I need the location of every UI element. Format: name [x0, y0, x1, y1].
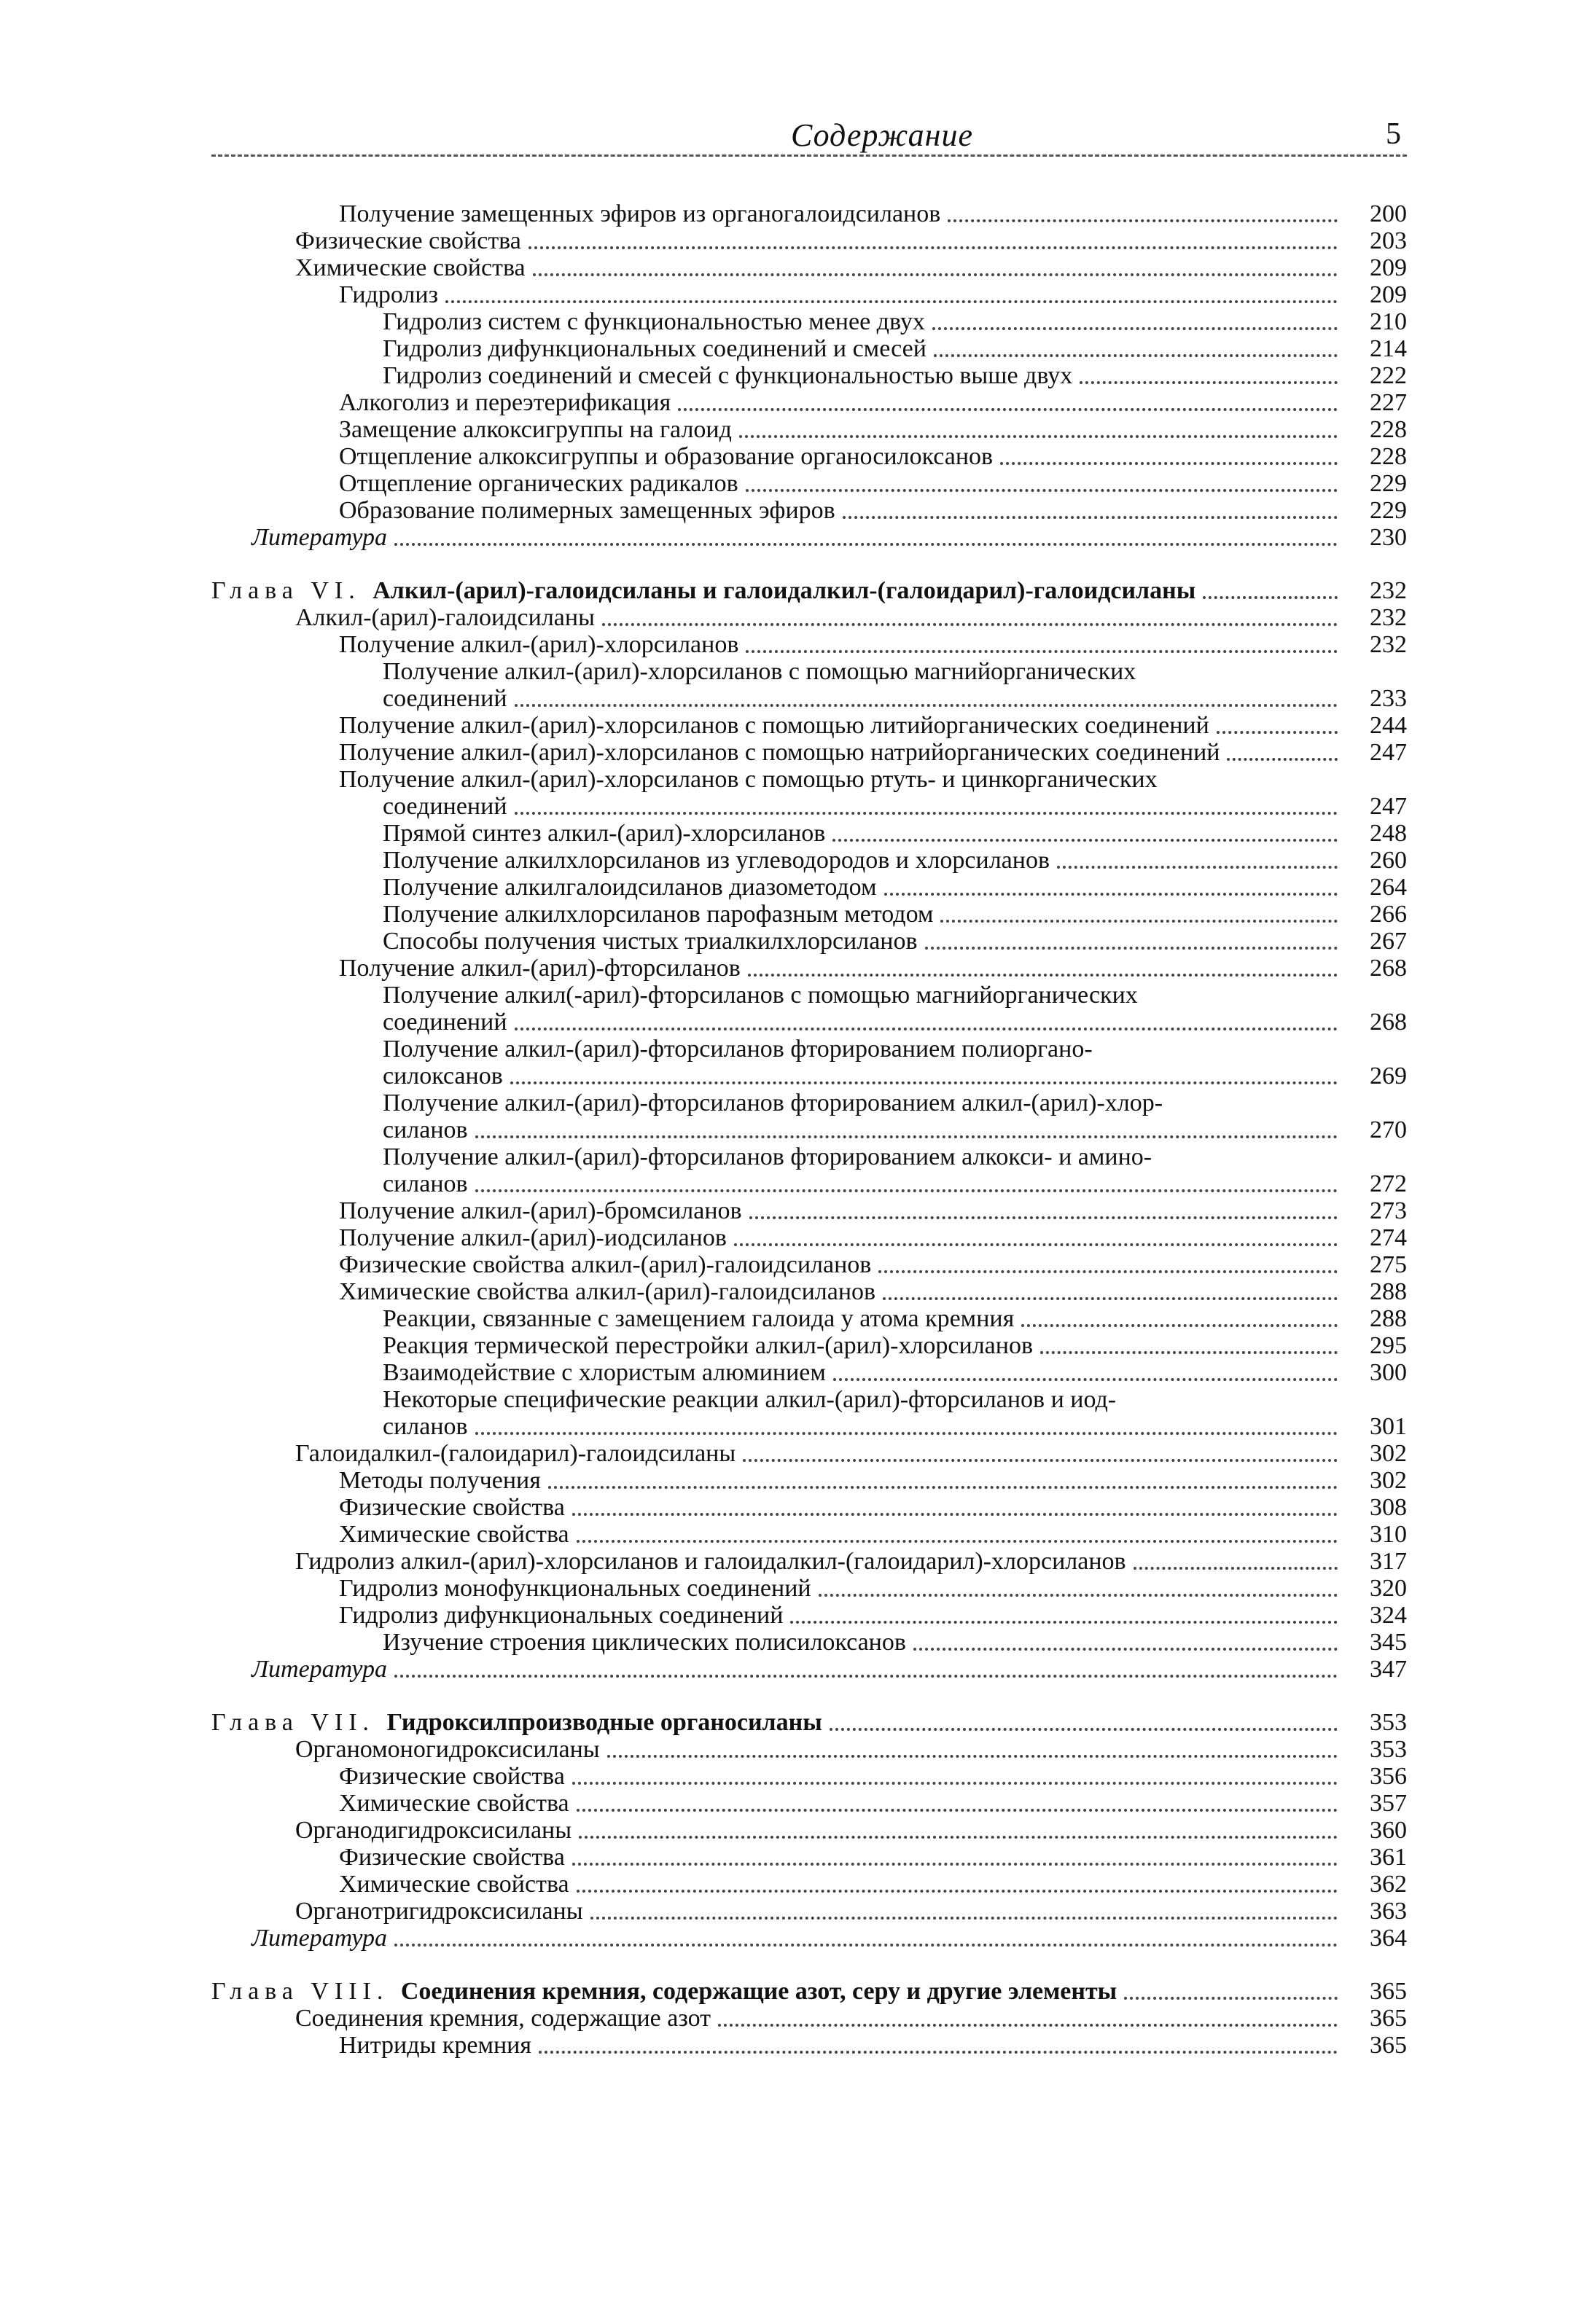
toc-entry-title: Взаимодействие с хлористым алюминием	[383, 1359, 833, 1386]
dot-leader	[878, 1270, 1338, 1273]
dot-leader	[1000, 462, 1338, 465]
toc-entry-title: Гидролиз дифункциональных соединений и смесей	[383, 335, 934, 362]
toc-entry-title: Получение алкил-(арил)-фторсиланов фторированием полиоргано-	[383, 1036, 1100, 1063]
toc-entry-title: Некоторые специфические реакции алкил-(арил)-фторсиланов и иод-	[383, 1386, 1123, 1413]
toc-entry	[211, 1575, 1407, 1602]
toc-entry	[211, 1170, 1407, 1197]
dot-leader	[394, 1675, 1338, 1678]
toc-entry	[211, 928, 1407, 955]
toc-entry-title: Замещение алкоксигруппы на галоид	[339, 416, 739, 443]
dot-leader	[515, 704, 1338, 707]
toc-entry-title: Получение алкил-(арил)-фторсиланов	[339, 955, 748, 982]
toc-entry	[211, 1467, 1407, 1494]
toc-page-number: 302	[1370, 1467, 1407, 1494]
toc-page-number: 365	[1370, 1978, 1407, 2005]
chapter-label: Глава VIII.	[211, 1978, 401, 2005]
toc-page-number: 222	[1370, 362, 1407, 389]
dot-leader	[475, 1135, 1338, 1138]
toc-page-number: 228	[1370, 416, 1407, 443]
toc-entry-title: Органомоногидроксисиланы	[295, 1736, 607, 1763]
toc-page-number: 267	[1370, 928, 1407, 955]
dot-leader	[602, 623, 1338, 626]
dot-leader	[734, 1243, 1338, 1246]
toc-entry-title: соединений	[383, 685, 515, 712]
dot-leader	[394, 543, 1338, 546]
toc-entry	[211, 1116, 1407, 1143]
dot-leader	[1040, 1351, 1338, 1354]
toc-entry	[211, 1305, 1407, 1332]
toc-page-number: 362	[1370, 1871, 1407, 1898]
toc-entry-title: Получение алкил-(арил)-хлорсиланов с помощью магнийорганических	[383, 658, 1143, 685]
toc-entry	[211, 712, 1407, 739]
dot-leader	[579, 1836, 1338, 1839]
dot-leader	[1203, 596, 1338, 599]
dot-leader	[1134, 1567, 1338, 1570]
toc-entry	[211, 982, 1407, 1009]
toc-page-number: 364	[1370, 1925, 1407, 1952]
dot-leader	[445, 300, 1338, 303]
toc-entry	[211, 416, 1407, 443]
toc-page-number: 356	[1370, 1763, 1407, 1790]
toc-entry-title: Изучение строения циклических полисилоксанов	[383, 1629, 913, 1656]
dot-leader	[572, 1863, 1338, 1866]
toc-page-number: 295	[1370, 1332, 1407, 1359]
toc-entry-title: Литература	[251, 524, 394, 551]
dot-leader	[830, 1728, 1338, 1731]
toc-entry	[211, 1844, 1407, 1871]
dot-leader	[748, 974, 1338, 977]
toc-entry	[211, 1548, 1407, 1575]
toc-entry	[211, 766, 1407, 793]
toc-entry-title: Получение алкил-(арил)-хлорсиланов с помощью литийорганических соединений	[339, 712, 1217, 739]
dot-leader	[843, 516, 1338, 519]
dot-leader	[528, 246, 1338, 249]
dot-leader	[515, 1028, 1338, 1030]
toc-entry-title: Отщепление органических радикалов	[339, 470, 746, 497]
dot-leader	[533, 273, 1338, 276]
toc-literature-entry	[211, 1925, 1407, 1952]
toc-entry	[211, 1763, 1407, 1790]
toc-entry	[211, 1602, 1407, 1629]
dot-leader	[739, 435, 1338, 438]
toc-page-number: 272	[1370, 1170, 1407, 1197]
dot-leader	[548, 1486, 1338, 1489]
dot-leader	[510, 1081, 1338, 1084]
toc-entry-title: силанов	[383, 1116, 475, 1143]
toc-entry	[211, 1871, 1407, 1898]
toc-page-number: 266	[1370, 901, 1407, 928]
toc-page-number: 248	[1370, 820, 1407, 847]
toc-page-number: 209	[1370, 254, 1407, 281]
toc-entry-title: Химические свойства	[295, 254, 533, 281]
toc-page-number: 302	[1370, 1440, 1407, 1467]
toc-page-number: 353	[1370, 1709, 1407, 1736]
dot-leader	[932, 327, 1338, 330]
toc-entry	[211, 1386, 1407, 1413]
toc-entry-title: Получение алкилгалоидсиланов диазометодом	[383, 874, 884, 901]
toc-entry-title: Реакция термической перестройки алкил-(арил)-хлорсиланов	[383, 1332, 1040, 1359]
toc-entry-title: Методы получения	[339, 1467, 548, 1494]
toc-entry	[211, 1197, 1407, 1224]
toc-entry	[211, 1736, 1407, 1763]
toc-entry	[211, 739, 1407, 766]
toc-entry	[211, 1790, 1407, 1817]
toc-entry-title	[211, 1978, 1124, 2005]
toc-entry-title: Химические свойства алкил-(арил)-галоидсиланов	[339, 1278, 883, 1305]
toc-page-number: 274	[1370, 1224, 1407, 1251]
toc-entry	[211, 685, 1407, 712]
toc-entry-title: Гидролиз дифункциональных соединений	[339, 1602, 790, 1629]
toc-entry	[211, 874, 1407, 901]
toc-page-number: 244	[1370, 712, 1407, 739]
toc-entry-title: Получение алкил-(арил)-хлорсиланов	[339, 631, 746, 658]
dot-leader	[572, 1513, 1338, 1516]
toc-page-number: 214	[1370, 335, 1407, 362]
toc-entry-title: Отщепление алкоксигруппы и образование органосилоксанов	[339, 443, 1000, 470]
toc-entry	[211, 955, 1407, 982]
toc-entry-title: Физические свойства	[339, 1844, 572, 1871]
toc-entry	[211, 658, 1407, 685]
toc-entry-title: Получение алкил-(арил)-фторсиланов фторированием алкил-(арил)-хлор-	[383, 1089, 1170, 1116]
dot-leader	[607, 1755, 1338, 1758]
dot-leader	[819, 1594, 1338, 1597]
toc-entry-title: Физические свойства	[339, 1763, 572, 1790]
toc-entry	[211, 604, 1407, 631]
toc-page-number: 229	[1370, 470, 1407, 497]
toc-page-number: 227	[1370, 389, 1407, 416]
chapter-title: Алкил-(арил)-галоидсиланы и галоидалкил-(галоидарил)-галоидсиланы	[372, 577, 1196, 604]
dot-leader	[884, 893, 1338, 896]
dot-leader	[577, 1890, 1338, 1893]
toc-entry	[211, 1089, 1407, 1116]
toc-entry	[211, 1036, 1407, 1063]
toc-entry-title	[211, 1709, 830, 1736]
toc-entry	[211, 1332, 1407, 1359]
toc-entry	[211, 1629, 1407, 1656]
page-number: 5	[1386, 117, 1401, 151]
toc-page-number: 270	[1370, 1116, 1407, 1143]
dot-leader	[590, 1917, 1338, 1920]
toc-page-number: 365	[1370, 2005, 1407, 2032]
toc-chapter-heading	[211, 1978, 1407, 2005]
dot-leader	[475, 1432, 1338, 1435]
dot-leader	[913, 1648, 1338, 1651]
toc-entry	[211, 901, 1407, 928]
toc-entry	[211, 1224, 1407, 1251]
dot-leader	[743, 1459, 1338, 1462]
toc-page-number: 200	[1370, 200, 1407, 227]
chapter-title: Соединения кремния, содержащие азот, серу и другие элементы	[400, 1978, 1117, 2005]
toc-entry-title: соединений	[383, 793, 515, 820]
toc-entry-title: Литература	[251, 1656, 394, 1683]
toc-entry-title: Физические свойства	[295, 227, 528, 254]
dot-leader	[790, 1621, 1338, 1624]
toc-page-number: 247	[1370, 793, 1407, 820]
toc-entry	[211, 1063, 1407, 1089]
toc-entry	[211, 2005, 1407, 2032]
dot-leader	[1021, 1324, 1338, 1327]
toc-entry-title: Гидролиз монофункциональных соединений	[339, 1575, 819, 1602]
toc-page-number: 233	[1370, 685, 1407, 712]
toc-page-number: 324	[1370, 1602, 1407, 1629]
toc-entry-title: Образование полимерных замещенных эфиров	[339, 497, 843, 524]
toc-entry-title: Реакции, связанные с замещением галоида у атома кремния	[383, 1305, 1021, 1332]
dot-leader	[1124, 1997, 1338, 2000]
toc-entry	[211, 1898, 1407, 1925]
toc-page-number: 269	[1370, 1063, 1407, 1089]
toc-page-number: 308	[1370, 1494, 1407, 1521]
dot-leader	[577, 1540, 1338, 1543]
toc-entry-title: Химические свойства	[339, 1521, 577, 1548]
dot-leader	[832, 839, 1338, 842]
toc-entry	[211, 847, 1407, 874]
dot-leader	[934, 354, 1338, 357]
toc-entry-title: Прямой синтез алкил-(арил)-хлорсиланов	[383, 820, 832, 847]
toc-page-number: 268	[1370, 1009, 1407, 1036]
dot-leader	[1217, 731, 1338, 734]
toc-entry	[211, 1359, 1407, 1386]
toc-entry-title: Алкил-(арил)-галоидсиланы	[295, 604, 602, 631]
toc-entry	[211, 793, 1407, 820]
toc-page-number: 232	[1370, 604, 1407, 631]
toc-entry	[211, 497, 1407, 524]
toc-page-number: 268	[1370, 955, 1407, 982]
toc-page-number: 317	[1370, 1548, 1407, 1575]
toc-page-number: 357	[1370, 1790, 1407, 1817]
toc-entry	[211, 362, 1407, 389]
toc-chapter-heading	[211, 1709, 1407, 1736]
toc-entry-title: Химические свойства	[339, 1871, 577, 1898]
dot-leader	[539, 2051, 1338, 2054]
dot-leader	[475, 1189, 1338, 1192]
toc-page-number: 260	[1370, 847, 1407, 874]
dot-leader	[940, 920, 1338, 923]
dot-leader	[749, 1216, 1338, 1219]
toc-page-number: 300	[1370, 1359, 1407, 1386]
toc-page-number: 320	[1370, 1575, 1407, 1602]
dot-leader	[1227, 758, 1338, 761]
toc-page-number: 230	[1370, 524, 1407, 551]
toc-entry-title: Получение алкилхлорсиланов из углеводородов и хлорсиланов	[383, 847, 1057, 874]
dot-leader	[925, 947, 1338, 950]
toc-entry	[211, 1413, 1407, 1440]
toc-page-number: 232	[1370, 631, 1407, 658]
toc-entry-title: Гидролиз	[339, 281, 445, 308]
dot-leader	[746, 489, 1338, 492]
dot-leader	[572, 1782, 1338, 1785]
toc-entry-title: Соединения кремния, содержащие азот	[295, 2005, 718, 2032]
toc-entry	[211, 1494, 1407, 1521]
toc-entry	[211, 281, 1407, 308]
dot-leader	[948, 219, 1338, 222]
toc-entry	[211, 1009, 1407, 1036]
toc-page-number: 264	[1370, 874, 1407, 901]
dot-leader	[718, 2024, 1338, 2027]
toc-entry-title: Физические свойства алкил-(арил)-галоидсиланов	[339, 1251, 878, 1278]
toc-entry	[211, 1278, 1407, 1305]
toc-page-number: 353	[1370, 1736, 1407, 1763]
toc-entry-title: Химические свойства	[339, 1790, 577, 1817]
toc-entry-title: Физические свойства	[339, 1494, 572, 1521]
toc-page-number: 273	[1370, 1197, 1407, 1224]
dot-leader	[746, 650, 1338, 653]
toc-entry-title: Получение алкил(-арил)-фторсиланов с помощью магнийорганических	[383, 982, 1145, 1009]
toc-chapter-heading	[211, 577, 1407, 604]
toc-page-number: 288	[1370, 1305, 1407, 1332]
toc-page-number: 361	[1370, 1844, 1407, 1871]
page-title: Содержание	[790, 117, 973, 153]
toc-page-number: 209	[1370, 281, 1407, 308]
dot-leader	[883, 1297, 1338, 1300]
toc-page-number: 232	[1370, 577, 1407, 604]
toc-page-number: 301	[1370, 1413, 1407, 1440]
toc-literature-entry	[211, 1656, 1407, 1683]
toc-entry-title: Галоидалкил-(галоидарил)-галоидсиланы	[295, 1440, 743, 1467]
toc-entry-title: Органотригидроксисиланы	[295, 1898, 590, 1925]
toc-entry-title: Способы получения чистых триалкилхлорсиланов	[383, 928, 925, 955]
toc-literature-entry	[211, 524, 1407, 551]
toc-page-number: 365	[1370, 2032, 1407, 2059]
dot-leader	[1080, 381, 1338, 384]
dot-leader	[577, 1809, 1338, 1812]
toc-entry	[211, 308, 1407, 335]
toc-entry	[211, 227, 1407, 254]
dot-leader	[394, 1944, 1338, 1947]
toc-page-number: 247	[1370, 739, 1407, 766]
toc-page-number: 228	[1370, 443, 1407, 470]
toc-entry	[211, 1440, 1407, 1467]
toc-entry-title: Получение алкил-(арил)-хлорсиланов с помощью ртуть- и цинкорганических	[339, 766, 1165, 793]
dot-leader	[833, 1378, 1338, 1381]
toc-entry-title: Получение алкил-(арил)-фторсиланов фторированием алкокси- и амино-	[383, 1143, 1159, 1170]
toc-entry-title: Гидролиз алкил-(арил)-хлорсиланов и галоидалкил-(галоидарил)-хлорсиланов	[295, 1548, 1134, 1575]
toc-entry	[211, 254, 1407, 281]
toc-entry	[211, 389, 1407, 416]
toc-entry	[211, 631, 1407, 658]
toc-entry	[211, 1817, 1407, 1844]
toc-entry	[211, 1143, 1407, 1170]
toc-page-number: 310	[1370, 1521, 1407, 1548]
header-rule	[211, 154, 1407, 157]
chapter-label: Глава VII.	[211, 1709, 387, 1736]
chapter-title: Гидроксилпроизводные органосиланы	[386, 1709, 822, 1736]
toc-entry-title: Получение алкил-(арил)-хлорсиланов с помощью натрийорганических соединений	[339, 739, 1227, 766]
toc-entry-title: Гидролиз систем с функциональностью менее двух	[383, 308, 932, 335]
toc-entry	[211, 2032, 1407, 2059]
toc-entry-title: Получение алкил-(арил)-бромсиланов	[339, 1197, 749, 1224]
toc-entry	[211, 200, 1407, 227]
toc-entry-title: Получение замещенных эфиров из органогалоидсиланов	[339, 200, 948, 227]
toc-page-number: 363	[1370, 1898, 1407, 1925]
toc-entry-title: силанов	[383, 1413, 475, 1440]
toc-page-number: 347	[1370, 1656, 1407, 1683]
toc-page-number: 345	[1370, 1629, 1407, 1656]
toc-entry-title: силоксанов	[383, 1063, 510, 1089]
toc-page-number: 288	[1370, 1278, 1407, 1305]
chapter-label: Глава VI.	[211, 577, 373, 604]
toc-page-number: 210	[1370, 308, 1407, 335]
toc-entry-title: Нитриды кремния	[339, 2032, 539, 2059]
toc-entry	[211, 443, 1407, 470]
toc-entry-title: Получение алкилхлорсиланов парофазным методом	[383, 901, 940, 928]
toc-entry-title: Органодигидроксисиланы	[295, 1817, 579, 1844]
toc-entry	[211, 1251, 1407, 1278]
toc-entry	[211, 335, 1407, 362]
toc-entry	[211, 1521, 1407, 1548]
toc-page-number: 275	[1370, 1251, 1407, 1278]
toc-entry-title: Литература	[251, 1925, 394, 1952]
toc-entry-title: Гидролиз соединений и смесей с функциональностью выше двух	[383, 362, 1080, 389]
dot-leader	[515, 812, 1338, 815]
toc-entry-title	[211, 577, 1203, 604]
toc-entry-title: Алкоголиз и переэтерификация	[339, 389, 678, 416]
toc-page-number: 360	[1370, 1817, 1407, 1844]
toc-page-number: 203	[1370, 227, 1407, 254]
dot-leader	[678, 408, 1338, 411]
table-of-contents	[211, 200, 1407, 2059]
dot-leader	[1057, 866, 1338, 869]
toc-entry-title: силанов	[383, 1170, 475, 1197]
toc-entry	[211, 470, 1407, 497]
toc-entry-title: Получение алкил-(арил)-иодсиланов	[339, 1224, 734, 1251]
toc-page-number: 229	[1370, 497, 1407, 524]
page-header	[211, 117, 1407, 160]
toc-entry	[211, 820, 1407, 847]
toc-entry-title: соединений	[383, 1009, 515, 1036]
